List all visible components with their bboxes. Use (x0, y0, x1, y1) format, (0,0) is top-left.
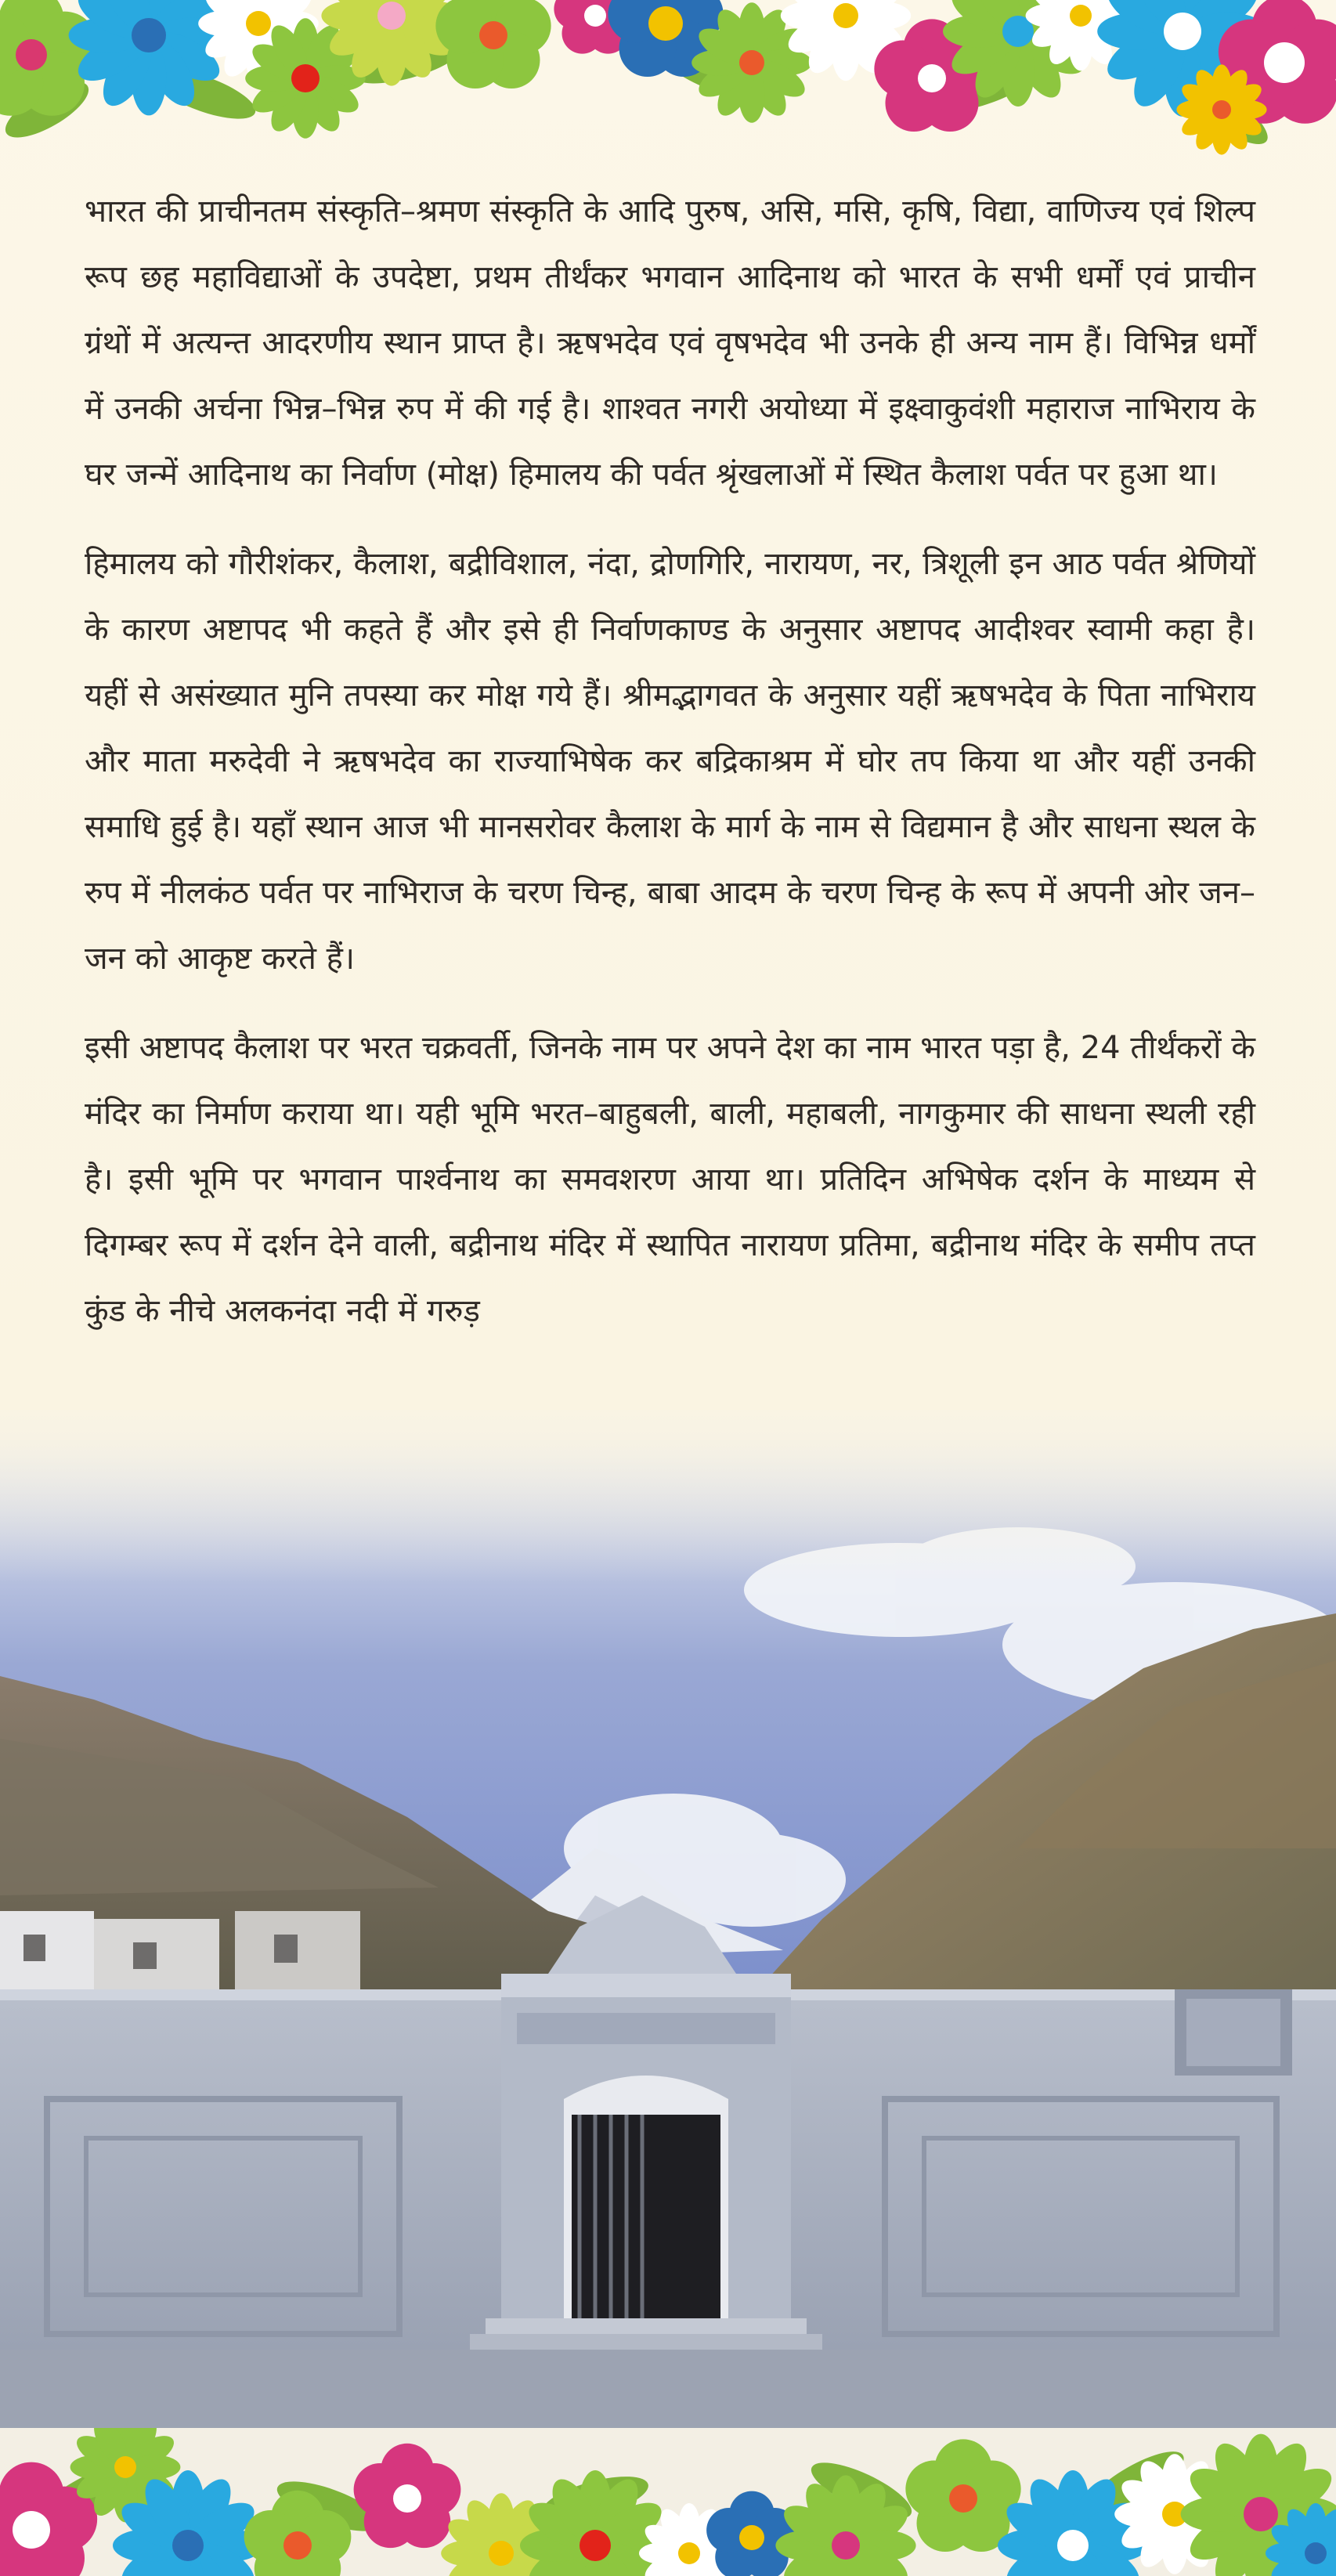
photo-fade-overlay (0, 1378, 1336, 1582)
paragraph-1: भारत की प्राचीनतम संस्कृति–श्रमण संस्कृति के आदि पुरुष, असि, मसि, कृषि, विद्या, वाणिज्य एवं शिल्प रूप छह महाविद्याओं के उपदेष्टा, प्रथम तीर्थंकर भगवान आदिनाथ को भारत के सभी धर्मों एवं प्राचीन ग्रंथों में अत्यन्त आदरणीय स्थान प्राप्त है। ऋषभदेव एवं वृषभदेव भी उनके ही अन्य नाम हैं। विभिन्न धर्मों में उनकी अर्चना भिन्न–भिन्न रुप में की गई है। शाश्वत नगरी अयोध्या में इक्ष्वाकुवंशी महाराज नाभिराय के घर जन्में आदिनाथ का निर्वाण (मोक्ष) हिमालय की पर्वत श्रृंखलाओं में स्थित कैलाश पर्वत पर हुआ था। (85, 193, 1255, 493)
flower-border-icon (0, 2412, 1336, 2576)
bottom-flower-border (0, 2412, 1336, 2576)
top-flower-border (0, 0, 1336, 180)
paragraph-3: इसी अष्टापद कैलाश पर भरत चक्रवर्ती, जिनके नाम पर अपने देश का नाम भारत पड़ा है, 24 तीर्थंकरों के मंदिर का निर्माण कराया था। यही भूमि भरत–बाहुबली, बाली, महाबली, नागकुमार की साधना स्थली रही है। इसी भूमि पर भगवान पार्श्वनाथ का समवशरण आया था। प्रतिदिन अभिषेक दर्शन के माध्यम से दिगम्बर रूप में दर्शन देने वाली, बद्रीनाथ मंदिर में स्थापित नारायण प्रतिमा, बद्रीनाथ मंदिर के समीप तप्त कुंड के नीचे अलकनंदा नदी में गरुड़ (85, 1030, 1255, 1329)
paragraph-2: हिमालय को गौरीशंकर, कैलाश, बद्रीविशाल, नंदा, द्रोणगिरि, नारायण, नर, त्रिशूली इन आठ पर्वत श्रेणियों के कारण अष्टापद भी कहते हैं और इसे ही निर्वाणकाण्ड के अनुसार अष्टापद आदीश्वर स्वामी कहा है। यहीं से असंख्यात मुनि तपस्या कर मोक्ष गये हैं। श्रीमद्भागवत के अनुसार यहीं ऋषभदेव के पिता नाभिराय और माता मरुदेवी ने ऋषभदेव का राज्याभिषेक कर बद्रिकाश्रम में घोर तप किया था और यहीं उनकी समाधि हुई है। यहाँ स्थान आज भी मानसरोवर कैलाश के मार्ग के नाम से विद्यमान है और साधना स्थल के रुप में नीलकंठ पर्वत पर नाभिराज के चरण चिन्ह, बाबा आदम के चरण चिन्ह के रूप में अपनी ओर जन–जन को आकृष्ट करते हैं। (85, 546, 1255, 977)
article-body (85, 179, 1255, 1367)
flower-border-icon (0, 0, 1336, 180)
